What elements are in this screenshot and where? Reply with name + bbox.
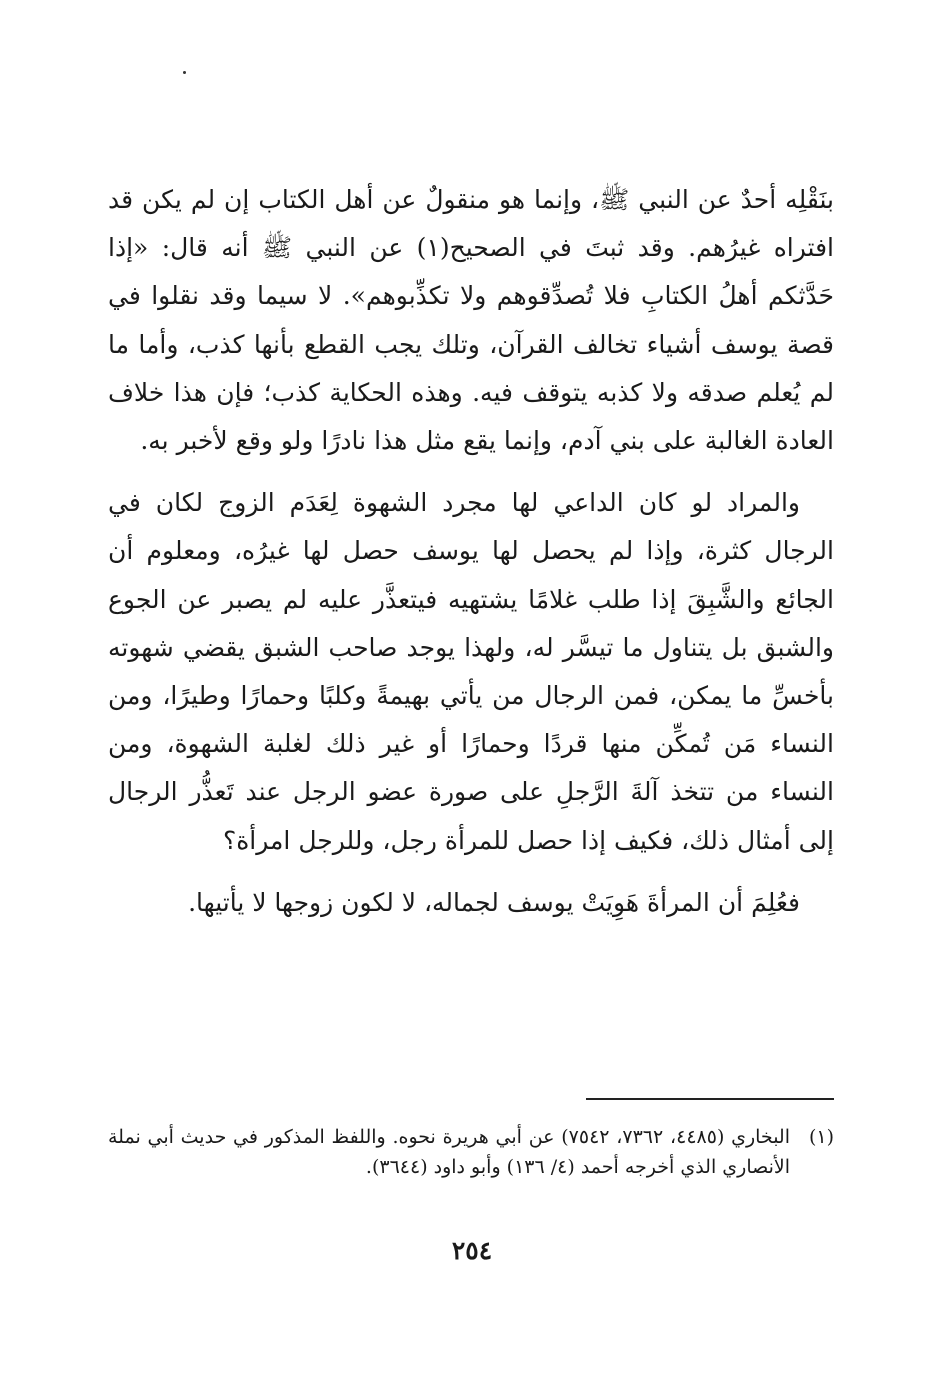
footnote-number: (١): [808, 1126, 834, 1148]
footnote-separator: [586, 1098, 834, 1100]
paragraph-2: والمراد لو كان الداعي لها مجرد الشهوة لِعَدَم الزوج لكان في الرجال كثرة، وإذا لم يحصل لها يوسف حصل لها غيرُه، ومعلوم أن الجائع والشَّبِقَ إذا طلب غلامًا يشتهيه فيتعذَّر عليه لم يصبر عن الجوع والشبق بل يتناول ما تيسَّر له، ولهذا يوجد صاحب الشبق يقضي شهوته بأخسِّ ما يمكن، فمن الرجال من يأتي بهيمةً وكلبًا وحمارًا وطيرًا، ومن النساء مَن تُمكِّن منها قردًا وحمارًا أو غير ذلك لغلبة الشهوة، ومن النساء من تتخذ آلةَ الرَّجلِ على صورة عضو الرجل عند تَعذُّر الرجال إلى أمثال ذلك، فكيف إذا حصل للمرأة رجل، وللرجل امرأة؟: [108, 488, 834, 855]
paragraph-3: فعُلِمَ أن المرأةَ هَوِيَتْ يوسف لجماله، لا لكون زوجها لا يأتيها.: [188, 887, 800, 917]
page-number: ٢٥٤: [451, 1236, 493, 1265]
footnote: [108, 1122, 834, 1182]
main-text: [108, 176, 834, 927]
paragraph-1: بنَقْلِه أحدٌ عن النبي ﷺ، وإنما هو منقولٌ عن أهل الكتاب إن لم يكن قد افتراه غيرُهم. وقد ثبتَ في الصحيح(١) عن النبي ﷺ أنه قال: «إذا حَدَّثكم أهلُ الكتابِ فلا تُصدِّقوهم ولا تكذِّبوهم». لا سيما وقد نقلوا في قصة يوسف أشياء تخالف القرآن، وتلك يجب القطع بأنها كذب، وأما ما لم يُعلم صدقه ولا كذبه يتوقف فيه. وهذه الحكاية كذب؛ فإن هذا خلاف العادة الغالبة على بني آدم، وإنما يقع مثل هذا نادرًا ولو وقع لأخبر به.: [108, 185, 834, 456]
scan-speck: [183, 71, 186, 74]
footnote-text: البخاري (٤٤٨٥، ٧٣٦٢، ٧٥٤٢) عن أبي هريرة نحوه. واللفظ المذكور في حديث أبي نملة الأنصاري الذي أخرجه أحمد (٤/ ١٣٦) وأبو داود (٣٦٤٤).: [108, 1126, 791, 1178]
